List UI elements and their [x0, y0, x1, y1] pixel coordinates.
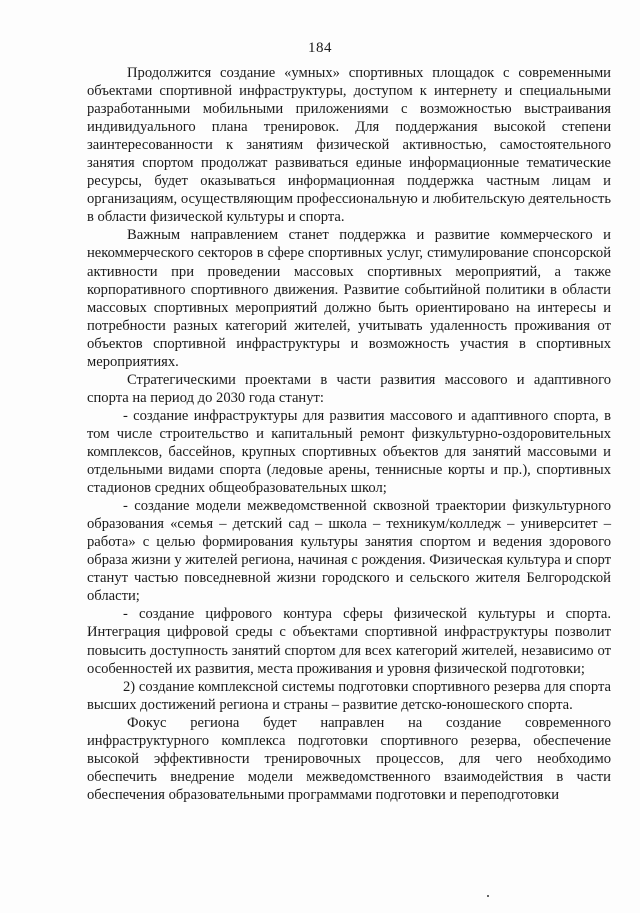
paragraph: Фокус региона будет направлен на создание современного инфраструктурного комплекса подготовки спортивного резерва, обеспечение высокой эффективности тренировочных процессов, для чего необходимо обеспечить внедрение модели межведомственного взаимодействия в части обеспечения образовательными программами подготовки и переподготовки [87, 714, 611, 803]
paragraph: Важным направлением станет поддержка и развитие коммерческого и некоммерческого секторов в сфере спортивных услуг, стимулирование спонсорской активности при проведении массовых спортивных мероприятий, а также корпоративного спортивного движения. Развитие событийной политики в области массовых спортивных мероприятий должно быть ориентировано на интересы и потребности разных категорий жителей, учитывать удаленность проживания от объектов спортивной инфраструктуры и возможность участия в спортивных мероприятиях. [87, 227, 611, 370]
list-item: - создание инфраструктуры для развития массового и адаптивного спорта, в том числе строительство и капитальный ремонт физкультурно-оздоровительных комплексов, бассейнов, крупных спортивных объектов для занятий массовыми и отдельными видами спорта (ледовые арены, теннисные корты и пр.), спортивных стадионов средних общеобразовательных школ; [87, 407, 611, 497]
list-item: - создание модели межведомственной сквозной траектории физкультурного образования «семья – детский сад – школа – техникум/колледж – университет – работа» с целью формирования культуры занятия спортом и ведения здорового образа жизни у жителей региона, начиная с рождения. Физическая культура и спорт станут частью повседневной жизни городского и сельского жителя Белгородской области; [87, 498, 611, 605]
paragraph: Продолжится создание «умных» спортивных площадок с современными объектами спортивной инфраструктуры, доступом к интернету и специальными разработанными мобильными приложениями с возможностью выстраивания индивидуального плана тренировок. Для поддержания высокой степени заинтересованности к занятиям физической активностью, самостоятельного занятия спортом продолжат развиваться единые информационные тематические ресурсы, будет оказываться информационная поддержка частным лицам и организациям, осуществляющим профессиональную и любительскую деятельность в области физической культуры и спорта. [87, 65, 611, 226]
paragraph: Стратегическими проектами в части развития массового и адаптивного спорта на период до 2030 года станут: [87, 371, 611, 406]
list-item: - создание цифрового контура сферы физической культуры и спорта. Интеграция цифровой среды с объектами спортивной инфраструктуры позволит повысить доступность занятий спортом для всех категорий жителей, независимо от особенностей их развития, места проживания и уровня физической подготовки; [87, 606, 611, 677]
list-item: 2) создание комплексной системы подготовки спортивного резерва для спорта высших достижений региона и страны – развитие детско-юношеского спорта. [87, 678, 611, 713]
page-number: 184 [308, 40, 332, 56]
document-body [87, 64, 611, 804]
scan-speck [487, 895, 489, 897]
